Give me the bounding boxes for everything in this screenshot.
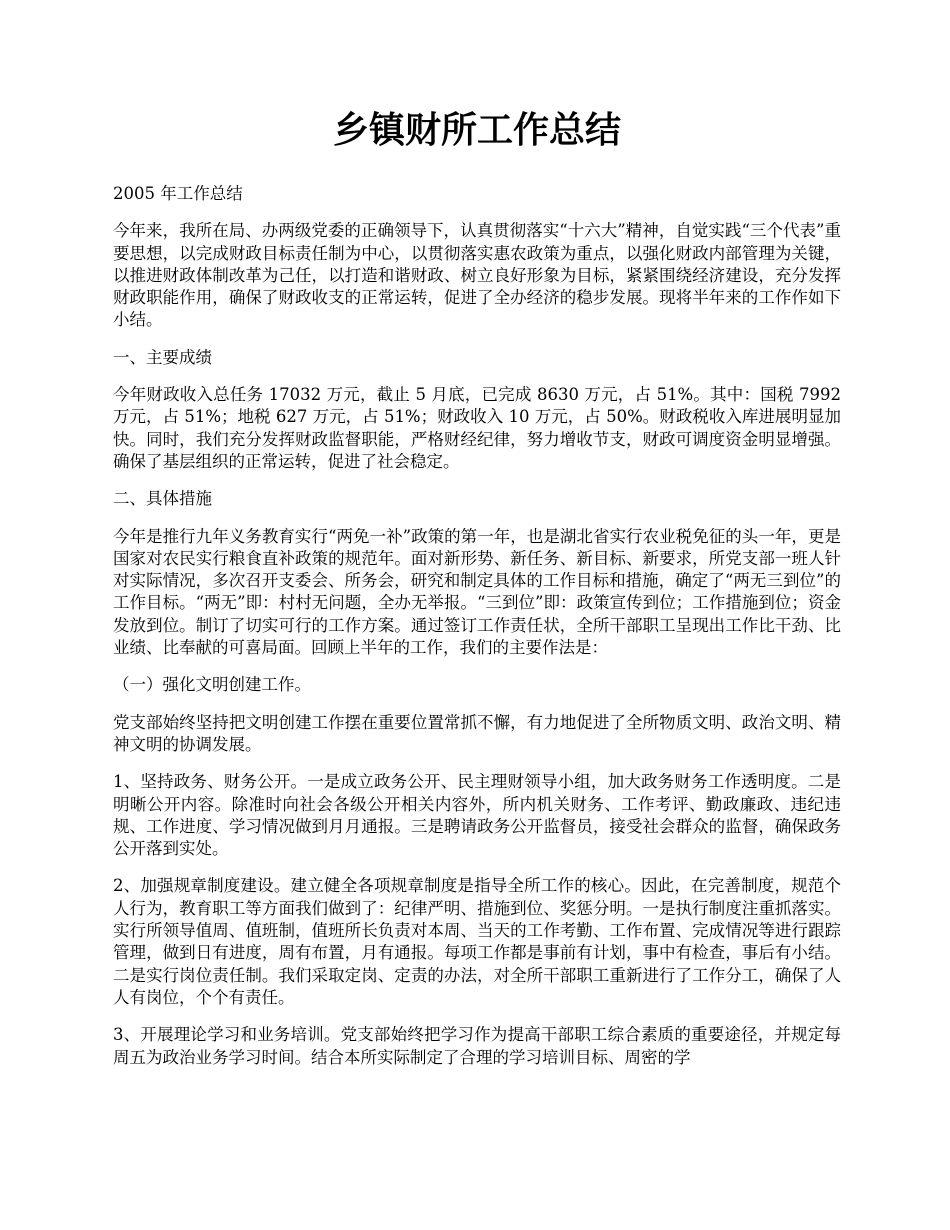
- intro-paragraph: 今年来，我所在局、办两级党委的正确领导下，认真贯彻落实“十六大”精神，自觉实践“三个代表”重要思想，以完成财政目标责任制为中心，以贯彻落实惠农政策为重点，以强化财政内部管理为关键，以推进财政体制改革为己任，以打造和谐财政、树立良好形象为目标，紧紧围绕经济建设，充分发挥财政职能作用，确保了财政收支的正常运转，促进了全办经济的稳步发展。现将半年来的工作作如下小结。: [113, 221, 841, 330]
- item-paragraph-1: 1、坚持政务、财务公开。一是成立政务公开、民主理财领导小组，加大政务财务工作透明度。二是明晰公开内容。除准时向社会各级公开相关内容外，所内机关财务、工作考评、勤政廉政、违纪违规、工作进度、学习情况做到月月通报。三是聘请政务公开监督员，接受社会群众的监督，确保政务公开落到实处。: [113, 772, 841, 859]
- measures-paragraph: 今年是推行九年义务教育实行“两免一补”政策的第一年，也是湖北省实行农业税免征的头一年，更是国家对农民实行粮食直补政策的规范年。面对新形势、新任务、新目标、新要求，所党支部一班人针对实际情况，多次召开支委会、所务会，研究和制定具体的工作目标和措施，确定了“两无三到位”的工作目标。“两无”即：村村无问题，全办无举报。“三到位”即：政策宣传到位；工作措施到位；资金发放到位。制订了切实可行的工作方案。通过签订工作责任状，全所干部职工呈现出工作比干劲、比业绩、比奉献的可喜局面。回顾上半年的工作，我们的主要作法是：: [113, 526, 841, 658]
- civilization-paragraph: 党支部始终坚持把文明创建工作摆在重要位置常抓不懈，有力地促进了全所物质文明、政治文明、精神文明的协调发展。: [113, 712, 841, 754]
- subsection-heading-civilization: （一）强化文明创建工作。: [113, 675, 311, 695]
- document-page: [113, 108, 841, 1084]
- document-subtitle: 2005 年工作总结: [113, 184, 243, 203]
- section-heading-achievements: 一、主要成绩: [113, 347, 212, 367]
- item-paragraph-3: 3、开展理论学习和业务培训。党支部始终把学习作为提高干部职工综合素质的重要途径，并规定每周五为政治业务学习时间。结合本所实际制定了合理的学习培训目标、周密的学: [113, 1025, 841, 1067]
- document-title: 乡镇财所工作总结: [332, 110, 621, 151]
- item-paragraph-2: 2、加强规章制度建设。建立健全各项规章制度是指导全所工作的核心。因此，在完善制度，规范个人行为，教育职工等方面我们做到了：纪律严明、措施到位、奖惩分明。一是执行制度注重抓落实。实行所领导值周、值班制，值班所长负责对本周、当天的工作考勤、工作布置、完成情况等进行跟踪管理，做到日有进度，周有布置，月有通报。每项工作都是事前有计划，事中有检查，事后有小结。二是实行岗位责任制。我们采取定岗、定责的办法，对全所干部职工重新进行了工作分工，确保了人人有岗位，个个有责任。: [113, 876, 841, 1007]
- section-heading-measures: 二、具体措施: [113, 489, 212, 509]
- achievements-paragraph: 今年财政收入总任务 17032 万元，截止 5 月底，已完成 8630 万元，占 51%。其中：国税 7992 万元，占 51%；地税 627 万元，占 51%；财政收入 10 万元，占 50%。财政税收入库进展明显加快。同时，我们充分发挥财政监督职能，严格财经纪律，努力增收节支，财政可调度资金明显增强。确保了基层组织的正常运转，促进了社会稳定。: [113, 385, 841, 471]
